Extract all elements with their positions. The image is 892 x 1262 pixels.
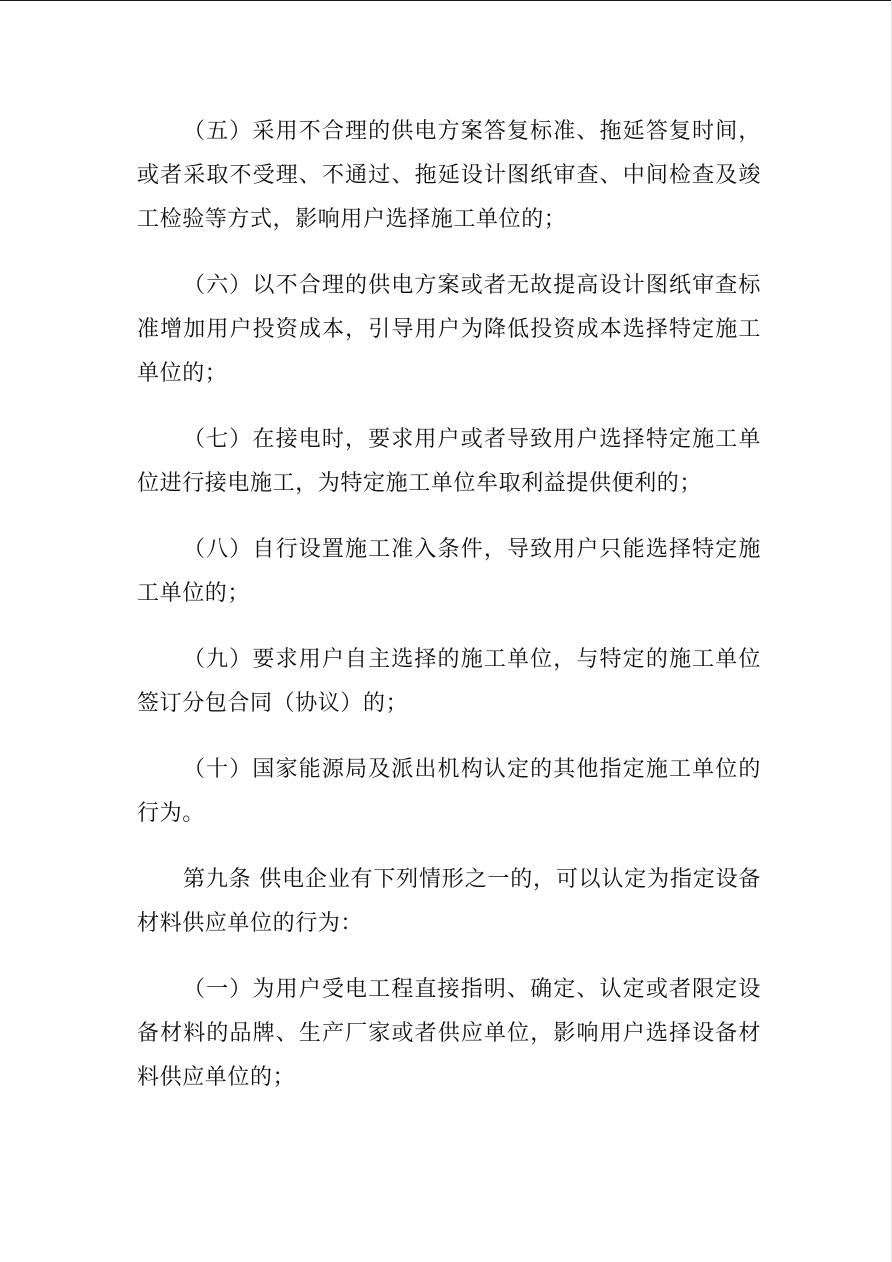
page-top-border <box>0 0 892 1</box>
document-body <box>137 110 761 1122</box>
paragraph-item-6: （六）以不合理的供电方案或者无故提高设计图纸审查标准增加用户投资成本，引导用户为降低投资成本选择特定施工单位的； <box>137 273 761 386</box>
paragraph-article-9-item-1: （一）为用户受电工程直接指明、确定、认定或者限定设备材料的品牌、生产厂家或者供应单位，影响用户选择设备材料供应单位的； <box>137 977 761 1090</box>
paragraph-item-7: （七）在接电时，要求用户或者导致用户选择特定施工单位进行接电施工，为特定施工单位牟取利益提供便利的； <box>137 427 761 496</box>
article-9-heading-paragraph: 第九条 供电企业有下列情形之一的，可以认定为指定设备材料供应单位的行为： <box>137 867 761 936</box>
paragraph-item-10: （十）国家能源局及派出机构认定的其他指定施工单位的行为。 <box>137 757 761 826</box>
paragraph-item-9: （九）要求用户自主选择的施工单位，与特定的施工单位签订分包合同（协议）的； <box>137 647 761 716</box>
paragraph-item-5: （五）采用不合理的供电方案答复标准、拖延答复时间，或者采取不受理、不通过、拖延设计图纸审查、中间检查及竣工检验等方式，影响用户选择施工单位的； <box>137 119 761 232</box>
paragraph-item-8: （八）自行设置施工准入条件，导致用户只能选择特定施工单位的； <box>137 537 761 606</box>
